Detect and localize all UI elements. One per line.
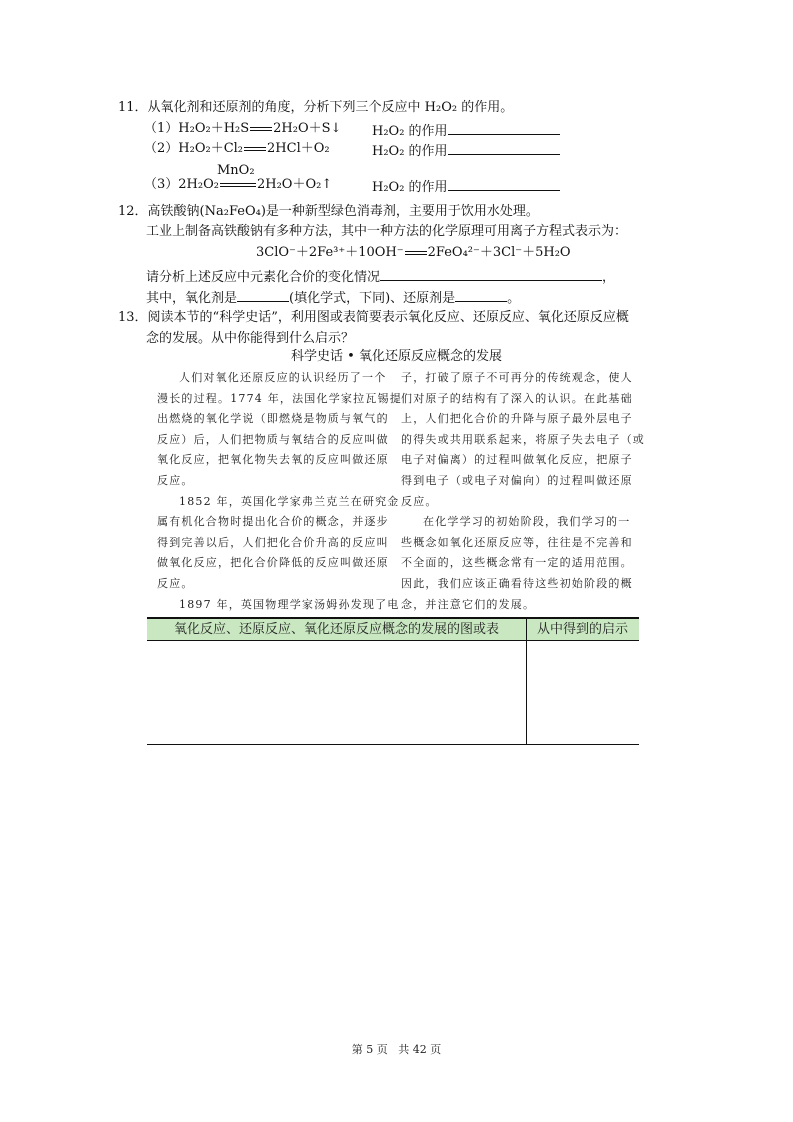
article-line: 氧化反应，把氧化物失去氧的反应叫做还原 — [157, 453, 389, 467]
answer-label: H₂O₂ 的作用 — [372, 144, 448, 159]
q12-equation — [256, 244, 571, 262]
article-line: 念，并注意它们的发展。 — [401, 597, 536, 611]
products: 2H₂O＋S↓ — [273, 121, 342, 136]
punct: ， — [602, 270, 616, 285]
article-line: 反应。 — [157, 473, 194, 487]
answer-blank[interactable] — [448, 140, 560, 155]
article-line: 电子对偏离）的过程叫做氧化反应，把原子 — [401, 453, 633, 467]
reductant-blank[interactable] — [455, 287, 507, 302]
article-line: 在化学学习的初始阶段，我们学习的一 — [423, 515, 631, 529]
article-line: 得到完善以后，人们把化合价升高的反应叫 — [157, 535, 389, 549]
q12-line2: 工业上制备高铁酸钠有多种方法，其中一种方法的化学原理可用离子方程式表示为： — [146, 224, 628, 239]
q11-item-2 — [144, 140, 330, 158]
equation-left: 3ClO⁻＋2Fe³⁺＋10OH⁻ — [256, 245, 404, 260]
article-line: 1852 年，英国化学家弗兰克兰在研究金 — [179, 494, 400, 508]
equals-sign — [405, 251, 427, 255]
article-line: 做氧化反应，把化合价降低的反应叫做还原 — [157, 556, 389, 570]
q12-line1: 12．高铁酸钠(Na₂FeO₄)是一种新型绿色消毒剂，主要用于饮用水处理。 — [118, 204, 539, 219]
article-line: 人们对氧化还原反应的认识经历了一个 — [179, 371, 387, 384]
punct: 。 — [507, 291, 521, 306]
article-line: 们对原子的结构有了深入的认识。在此基础 — [401, 391, 633, 405]
catalyst-label: MnO₂ — [216, 163, 255, 178]
reactants: H₂O₂＋Cl₂ — [178, 141, 244, 156]
q11-answer-1 — [372, 120, 560, 141]
prompt: 其中，氧化剂是 — [146, 291, 238, 306]
article-line: 上，人们把化合价的升降与原子最外层电子 — [401, 412, 633, 426]
reactants: H₂O₂＋H₂S — [178, 121, 250, 136]
table-header-diagram: 氧化反应、还原反应、氧化还原反应概念的发展的图或表 — [147, 619, 526, 641]
article-line: 的得失或共用联系起来，将原子失去电子（或 — [401, 432, 645, 446]
answer-label: H₂O₂ 的作用 — [372, 124, 448, 139]
q13-line1: 13．阅读本节的“科学史话”，利用图或表简要表示氧化反应、还原反应、氧化还原反应概 — [118, 310, 629, 325]
prompt: 请分析上述反应中元素化合价的变化情况 — [146, 270, 381, 285]
page-footer — [0, 1041, 793, 1057]
answer-blank[interactable] — [448, 120, 560, 135]
q11-answer-2 — [372, 140, 560, 161]
equals-sign — [250, 127, 272, 131]
equals-sign — [220, 183, 256, 187]
oxidant-blank[interactable] — [237, 287, 289, 302]
q13-line2: 念的发展。从中你能得到什么启示？ — [146, 331, 355, 346]
article-left-column — [157, 368, 402, 615]
valence-change-blank[interactable] — [380, 266, 602, 281]
article-right-column — [401, 368, 645, 615]
q11-answer-3 — [372, 176, 560, 197]
diagram-answer-cell[interactable] — [147, 641, 525, 744]
article-line: 属有机化合物时提出化合价的概念，并逐步 — [157, 515, 389, 529]
products: 2HCl＋O₂ — [267, 141, 330, 156]
article-line: 反应）后，人们把物质与氧结合的反应叫做 — [157, 432, 389, 446]
products: 2H₂O＋O₂↑ — [256, 177, 333, 192]
page-number: 第 5 页 — [351, 1043, 388, 1056]
q11-stem: 11．从氧化剂和还原剂的角度，分析下列三个反应中 H₂O₂ 的作用。 — [118, 100, 514, 115]
equals-sign — [244, 147, 266, 151]
article-line: 因此，我们应该正确看待这些初始阶段的概 — [401, 576, 633, 590]
answer-blank[interactable] — [448, 176, 560, 191]
article-line: 些概念如氧化还原反应等，往往是不完善和 — [401, 535, 633, 549]
article-line: 反应。 — [401, 494, 438, 508]
answer-label: H₂O₂ 的作用 — [372, 180, 448, 195]
article-title: 科学史话 • 氧化还原反应概念的发展 — [291, 349, 502, 364]
q12-line4 — [146, 287, 520, 308]
answer-table — [147, 617, 639, 745]
article-line: 反应。 — [157, 576, 194, 590]
article-line: 子，打破了原子不可再分的传统观念，使人 — [401, 371, 633, 384]
item-label: （1） — [144, 121, 179, 136]
item-label: （2） — [144, 141, 179, 156]
insight-answer-cell[interactable] — [527, 641, 639, 744]
q12-line3 — [146, 266, 615, 287]
article-line: 出燃烧的氧化学说（即燃烧是物质与氧气的 — [157, 412, 389, 426]
article-line: 漫长的过程。1774 年，法国化学家拉瓦锡提 — [157, 391, 402, 405]
prompt: (填化学式，下同)、还原剂是 — [289, 291, 456, 306]
q11-item-3 — [144, 163, 333, 194]
q11-item-1 — [144, 120, 341, 138]
article-line: 1897 年，英国物理学家汤姆孙发现了电 — [179, 597, 400, 611]
table-header-insight: 从中得到的启示 — [526, 619, 639, 641]
page-total: 共 42 页 — [398, 1043, 442, 1056]
reactants: 2H₂O₂ — [178, 177, 219, 192]
equation-right: 2FeO₄²⁻＋3Cl⁻＋5H₂O — [427, 245, 571, 260]
item-label: （3） — [144, 177, 179, 192]
article-line: 得到电子（或电子对偏向）的过程叫做还原 — [401, 473, 633, 487]
article-line: 不全面的，这些概念常有一定的适用范围。 — [401, 556, 633, 570]
